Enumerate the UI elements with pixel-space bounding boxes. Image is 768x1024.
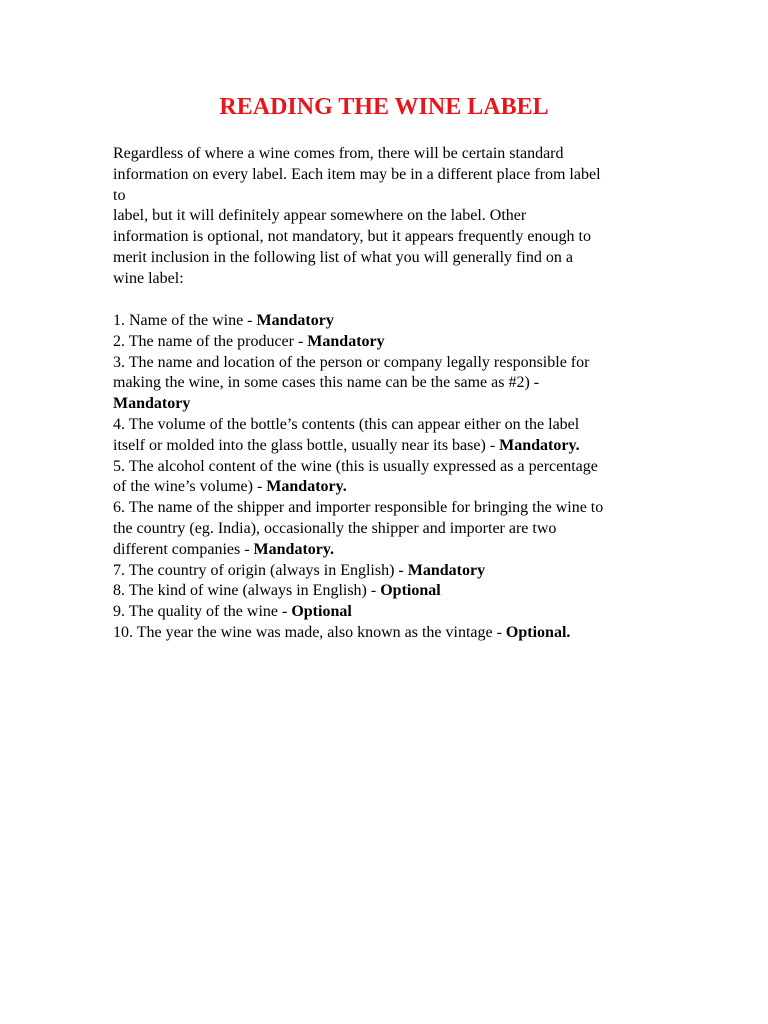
list-item bbox=[113, 311, 693, 332]
list-item bbox=[113, 540, 693, 561]
list-item-text: 10. The year the wine was made, also known as the vintage - bbox=[113, 623, 506, 641]
intro-line: Regardless of where a wine comes from, there will be certain standard bbox=[113, 145, 564, 162]
requirement-status: Mandatory bbox=[113, 395, 191, 413]
list-item bbox=[113, 373, 693, 394]
list-item-text: making the wine, in some cases this name can be the same as #2) - bbox=[113, 374, 540, 392]
list-item-text: 5. The alcohol content of the wine (this is usually expressed as a percentage bbox=[113, 457, 598, 475]
intro-line: information is optional, not mandatory, but it appears frequently enough to bbox=[113, 228, 591, 246]
list-item-text: 8. The kind of wine (always in English) - bbox=[113, 582, 381, 600]
requirement-status: Mandatory bbox=[307, 332, 385, 350]
list-item bbox=[113, 519, 693, 540]
list-item bbox=[113, 581, 693, 602]
list-item bbox=[113, 415, 693, 436]
list-item bbox=[113, 561, 693, 582]
list-item-text: 9. The quality of the wine - bbox=[113, 603, 292, 621]
requirement-status: Mandatory bbox=[256, 312, 334, 329]
list-item bbox=[113, 394, 693, 415]
label-items-list bbox=[113, 311, 693, 644]
list-item bbox=[113, 436, 693, 457]
list-item-text: 4. The volume of the bottle’s contents (this can appear either on the label bbox=[113, 415, 580, 433]
requirement-status: Mandatory. bbox=[499, 436, 580, 454]
requirement-status: Optional. bbox=[505, 623, 571, 641]
list-item-text: different companies - bbox=[113, 540, 254, 558]
list-item-text: 6. The name of the shipper and importer responsible for bringing the wine to bbox=[113, 499, 604, 517]
intro-paragraph bbox=[113, 144, 673, 290]
list-item-text: 3. The name and location of the person or company legally responsible for bbox=[113, 353, 590, 371]
requirement-status: Optional bbox=[291, 603, 352, 621]
list-item-text: 2. The name of the producer - bbox=[113, 332, 308, 350]
list-item-text: 1. Name of the wine - bbox=[113, 312, 257, 329]
list-item-text: itself or molded into the glass bottle, usually near its base) - bbox=[113, 436, 500, 454]
intro-line: label, but it will definitely appear somewhere on the label. Other bbox=[113, 207, 527, 225]
list-item-text: the country (eg. India), occasionally the shipper and importer are two bbox=[113, 519, 557, 537]
requirement-status: Mandatory. bbox=[266, 478, 347, 496]
requirement-status: Mandatory. bbox=[253, 540, 334, 558]
intro-line: to bbox=[113, 186, 126, 204]
requirement-status: Mandatory bbox=[407, 561, 486, 579]
list-item bbox=[113, 602, 693, 623]
list-item bbox=[113, 477, 693, 498]
list-item bbox=[113, 332, 693, 353]
list-item bbox=[113, 457, 693, 478]
list-item-text: 7. The country of origin (always in English) - bbox=[113, 561, 408, 579]
intro-line: merit inclusion in the following list of what you will generally find on a bbox=[113, 248, 573, 266]
list-item bbox=[113, 623, 693, 644]
intro-line: wine label: bbox=[113, 269, 184, 287]
list-item bbox=[113, 353, 693, 374]
page-title: READING THE WINE LABEL bbox=[219, 94, 549, 120]
requirement-status: Optional bbox=[380, 582, 441, 600]
list-item bbox=[113, 498, 693, 519]
list-item-text: of the wine’s volume) - bbox=[113, 478, 267, 496]
intro-line: information on every label. Each item may be in a different place from label bbox=[113, 165, 601, 183]
